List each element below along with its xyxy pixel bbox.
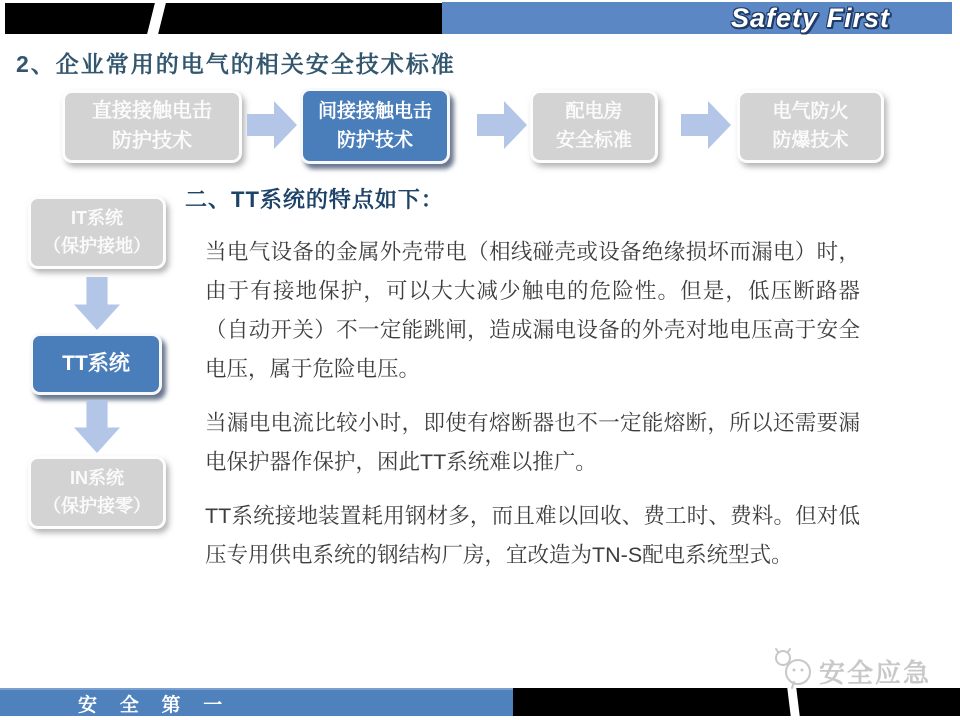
flow-box-line2: 防护技术 xyxy=(112,130,192,152)
footer-black-bar xyxy=(513,688,960,716)
arrow-down-icon xyxy=(74,400,120,453)
watermark xyxy=(772,648,931,690)
side-box-line2: （保护接零） xyxy=(43,496,151,516)
side-box-in-system xyxy=(28,456,166,529)
flow-box-line1: 直接接触电击 xyxy=(92,100,212,122)
arrow-down-icon xyxy=(74,277,120,330)
side-box-line1: IN系统 xyxy=(70,468,124,489)
flow-box-line2: 防护技术 xyxy=(336,129,413,151)
watermark-text: 安全应急 xyxy=(819,658,932,688)
flow-box-line1: 间接接触电击 xyxy=(317,100,432,122)
flow-box-line1: 配电房 xyxy=(565,101,623,123)
header-banner xyxy=(442,2,952,34)
side-box-line2: （保护接地） xyxy=(43,236,151,256)
mascot-icon xyxy=(772,648,816,690)
brand-text: Safety First xyxy=(730,2,890,33)
flow-box-line2: 安全标准 xyxy=(555,130,632,151)
paragraph: TT系统接地装置耗用钢材多，而且难以回收、费工时、费料。但对低压专用供电系统的钢结构厂房，宜改造为TN-S配电系统型式。 xyxy=(205,504,860,567)
flow-box-distribution-room xyxy=(530,90,658,163)
paragraph: 当漏电电流比较小时，即使有熔断器也不一定能熔断，所以还需要漏电保护器作保护，困此TT系统难以推广。 xyxy=(205,411,860,474)
side-box-tt-system-active xyxy=(30,333,162,395)
top-black-bar xyxy=(5,3,442,34)
page-title: 2、企业常用的电气的相关安全技术标准 xyxy=(16,51,456,77)
side-box-line1: TT系统 xyxy=(62,351,130,375)
flow-box-line2: 防爆技术 xyxy=(772,130,849,151)
side-box-it-system xyxy=(28,196,166,269)
flow-box-direct-contact xyxy=(62,90,242,163)
flow-box-line1: 电气防火 xyxy=(772,101,849,123)
arrow-right-icon xyxy=(681,101,731,149)
flow-box-fire-explosion xyxy=(737,90,884,163)
section-heading: 二、TT系统的特点如下： xyxy=(185,187,444,212)
flow-box-indirect-contact-active xyxy=(300,88,450,164)
body-text xyxy=(205,233,860,590)
footer-slogan: 安 全 第 一 xyxy=(78,694,232,716)
arrow-right-icon xyxy=(247,101,297,149)
arrow-right-icon xyxy=(477,101,527,149)
paragraph: 当电气设备的金属外壳带电（相线碰壳或设备绝缘损坏而漏电）时，由于有接地保护，可以大大减少触电的危险性。但是，低压断路器（自动开关）不一定能跳闸，造成漏电设备的外壳对地电压高于安全电压，属于危险电压。 xyxy=(205,240,860,381)
footer-blue-bar xyxy=(0,688,513,716)
side-box-line1: IT系统 xyxy=(71,208,123,229)
